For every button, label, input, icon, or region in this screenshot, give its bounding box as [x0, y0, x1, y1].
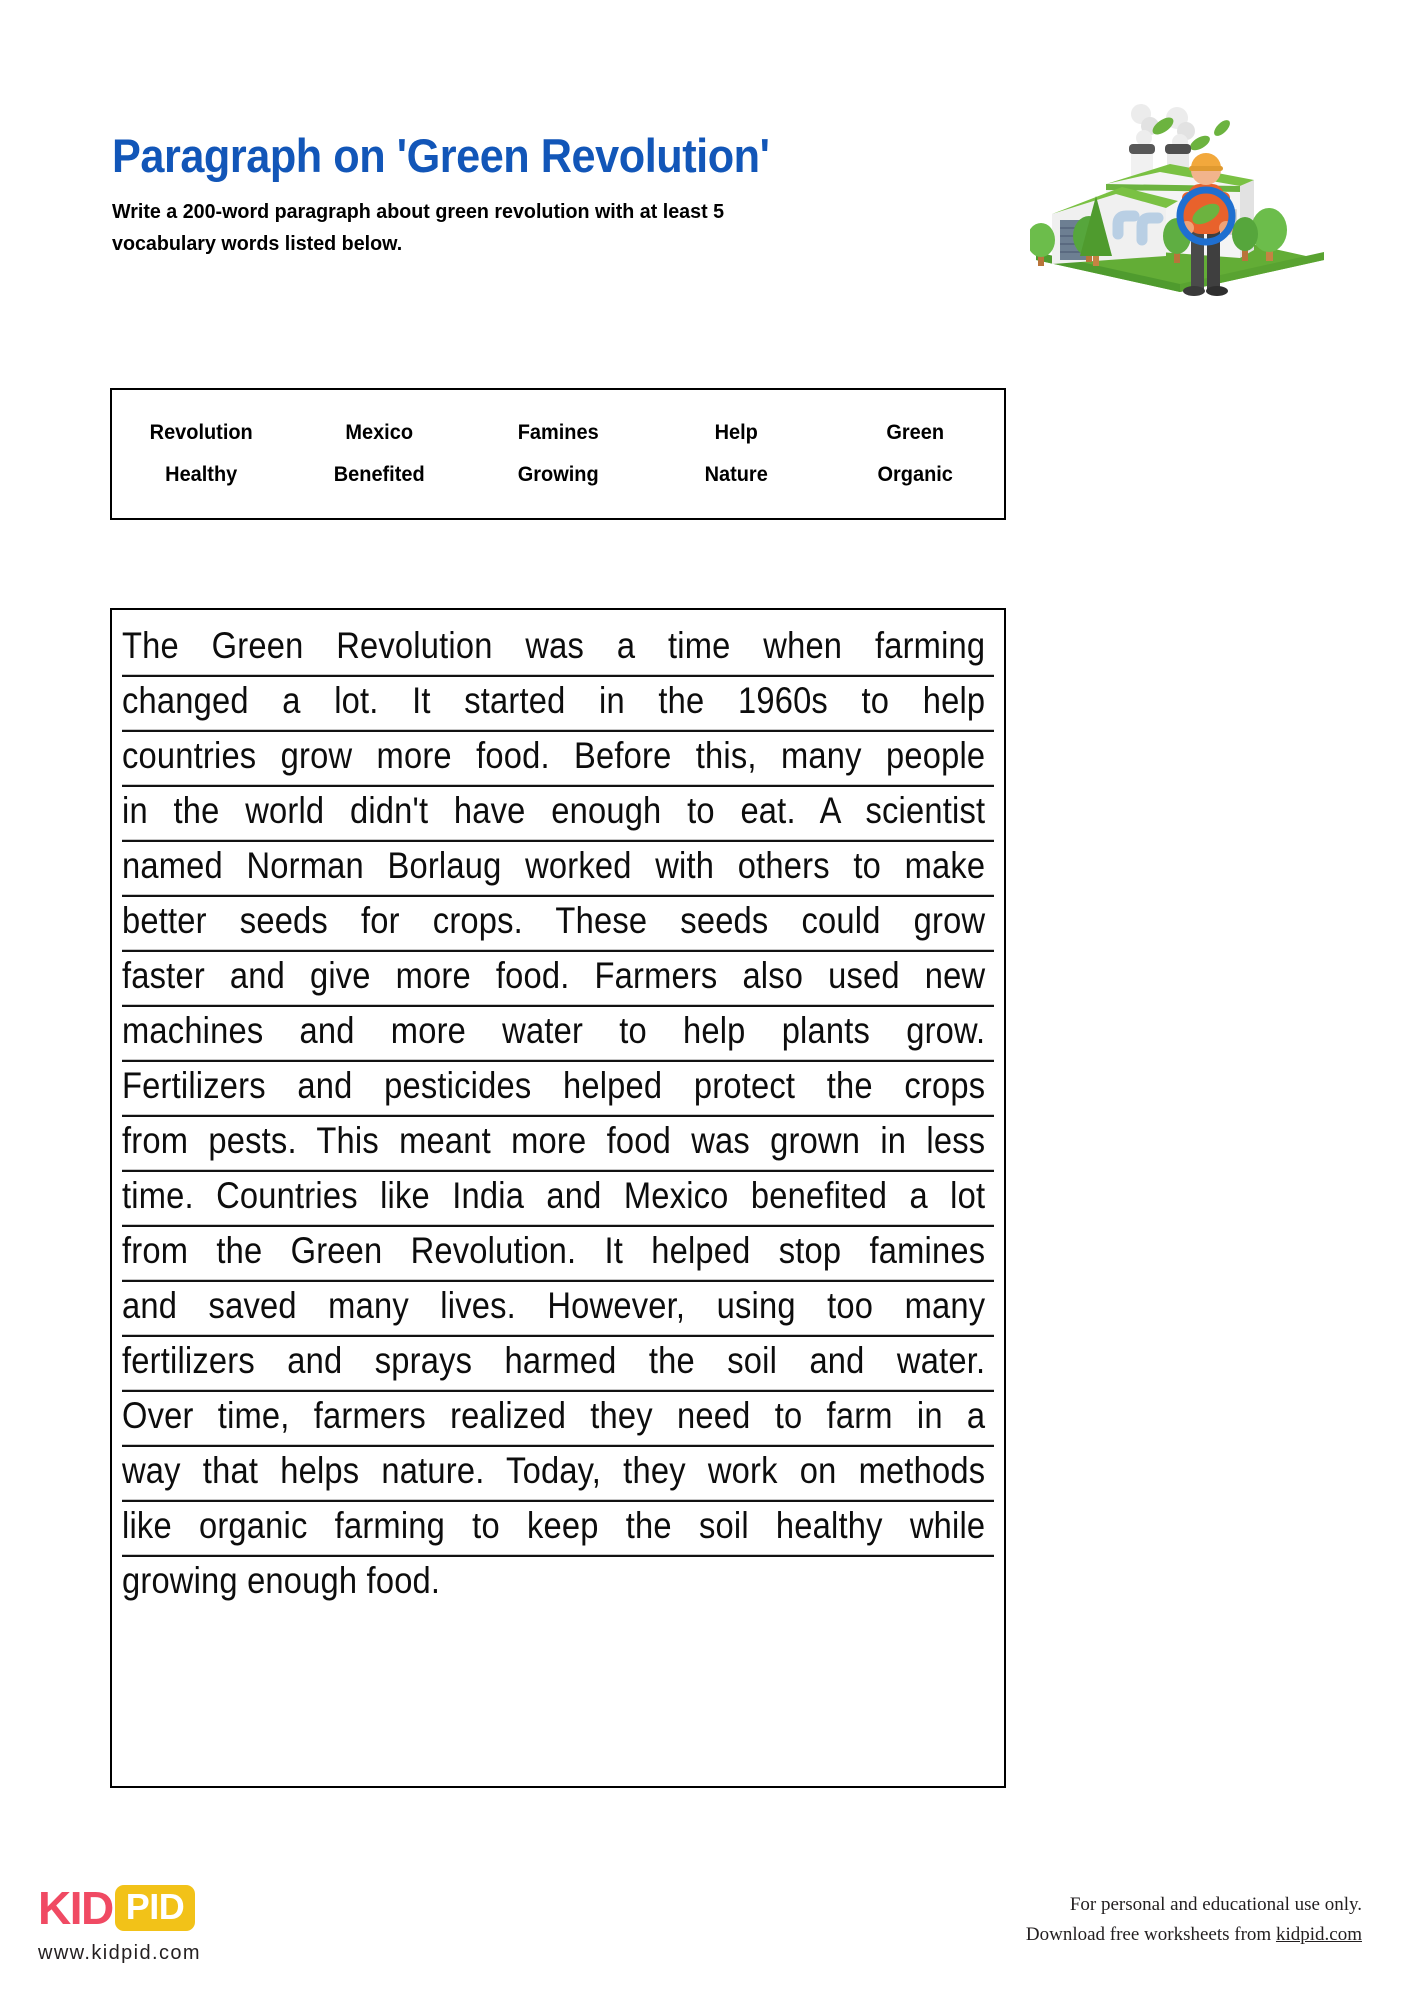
answer-line: [122, 780, 994, 842]
answer-line: [122, 1551, 994, 1610]
answer-line-text: The Green Revolution was a time when farming: [122, 624, 986, 666]
vocabulary-row: [112, 463, 1004, 487]
logo-pid-badge: PID: [115, 1885, 196, 1931]
answer-writing-box[interactable]: [110, 608, 1006, 1788]
answer-line: [122, 1220, 994, 1282]
page-instructions: Write a 200-word paragraph about green revolution with at least 5 vocabulary words listed below.: [112, 200, 725, 255]
answer-line-text: and saved many lives. However, using too many: [122, 1284, 986, 1326]
answer-line-text: from the Green Revolution. It helped stop famines: [122, 1229, 986, 1271]
footer-note-line-1: For personal and educational use only.: [1069, 1894, 1362, 1915]
vocabulary-word: Growing: [517, 463, 599, 486]
answer-line: [122, 1055, 994, 1117]
vocabulary-word: Benefited: [334, 463, 426, 486]
answer-line: [122, 1495, 994, 1557]
answer-line-text: way that helps nature. Today, they work on methods: [122, 1449, 986, 1491]
answer-line: [122, 1110, 994, 1172]
answer-line-text: better seeds for crops. These seeds could grow: [122, 899, 986, 941]
answer-line: [122, 615, 994, 677]
footer-note-line-2: [1026, 1920, 1362, 1950]
page-footer: [0, 1860, 1414, 2000]
vocabulary-row: [112, 421, 1004, 445]
answer-line-text: like organic farming to keep the soil healthy while: [122, 1504, 986, 1546]
answer-line-text: faster and give more food. Farmers also used new: [122, 954, 986, 996]
answer-line-text: Over time, farmers realized they need to farm in a: [122, 1394, 986, 1436]
answer-line: [122, 945, 994, 1007]
vocabulary-word: Nature: [704, 463, 769, 486]
answer-line-text: in the world didn't have enough to eat. A scientist: [122, 789, 986, 831]
answer-line-text: from pests. This meant more food was grown in less: [122, 1119, 986, 1161]
footer-usage-note: [1026, 1890, 1362, 1950]
logo-website-url: www.kidpid.com: [38, 1942, 201, 1964]
answer-line: [122, 725, 994, 787]
answer-line: [122, 890, 994, 952]
answer-line: [122, 1330, 994, 1392]
answer-line: [122, 1385, 994, 1447]
answer-line: [122, 1275, 994, 1337]
kidpid-logo[interactable]: [38, 1882, 238, 1965]
eco-factory-illustration: [1030, 88, 1330, 298]
page-header: [0, 0, 1414, 300]
answer-line-text: time. Countries like India and Mexico benefited a lot: [122, 1174, 986, 1216]
vocabulary-word: Healthy: [165, 463, 238, 486]
answer-line: [122, 1165, 994, 1227]
logo-mark: [38, 1882, 238, 1934]
answer-line-text: growing enough food.: [122, 1551, 440, 1610]
vocabulary-word: Revolution: [149, 421, 253, 444]
answer-line: [122, 1440, 994, 1502]
footer-note-prefix: Download free worksheets from: [1025, 1924, 1276, 1945]
logo-kid-text: KID: [38, 1882, 113, 1934]
answer-line-text: fertilizers and sprays harmed the soil and water.: [122, 1339, 986, 1381]
answer-line-text: changed a lot. It started in the 1960s to help: [122, 679, 986, 721]
vocabulary-word-bank: [110, 388, 1006, 520]
answer-line: [122, 835, 994, 897]
answer-line: [122, 670, 994, 732]
answer-line-text: named Norman Borlaug worked with others to make: [122, 844, 986, 886]
answer-line-text: machines and more water to help plants grow.: [122, 1009, 986, 1051]
page-title: Paragraph on 'Green Revolution': [112, 129, 770, 182]
kidpid-link[interactable]: kidpid.com: [1275, 1924, 1362, 1945]
vocabulary-word: Organic: [877, 463, 953, 486]
vocabulary-word: Mexico: [345, 421, 414, 444]
vocabulary-word: Famines: [517, 421, 599, 444]
answer-line: [122, 1000, 994, 1062]
answer-line-text: Fertilizers and pesticides helped protect the crops: [122, 1064, 986, 1106]
answer-line-text: countries grow more food. Before this, many people: [122, 734, 986, 776]
vocabulary-word: Help: [714, 421, 759, 444]
vocabulary-word: Green: [885, 421, 944, 444]
